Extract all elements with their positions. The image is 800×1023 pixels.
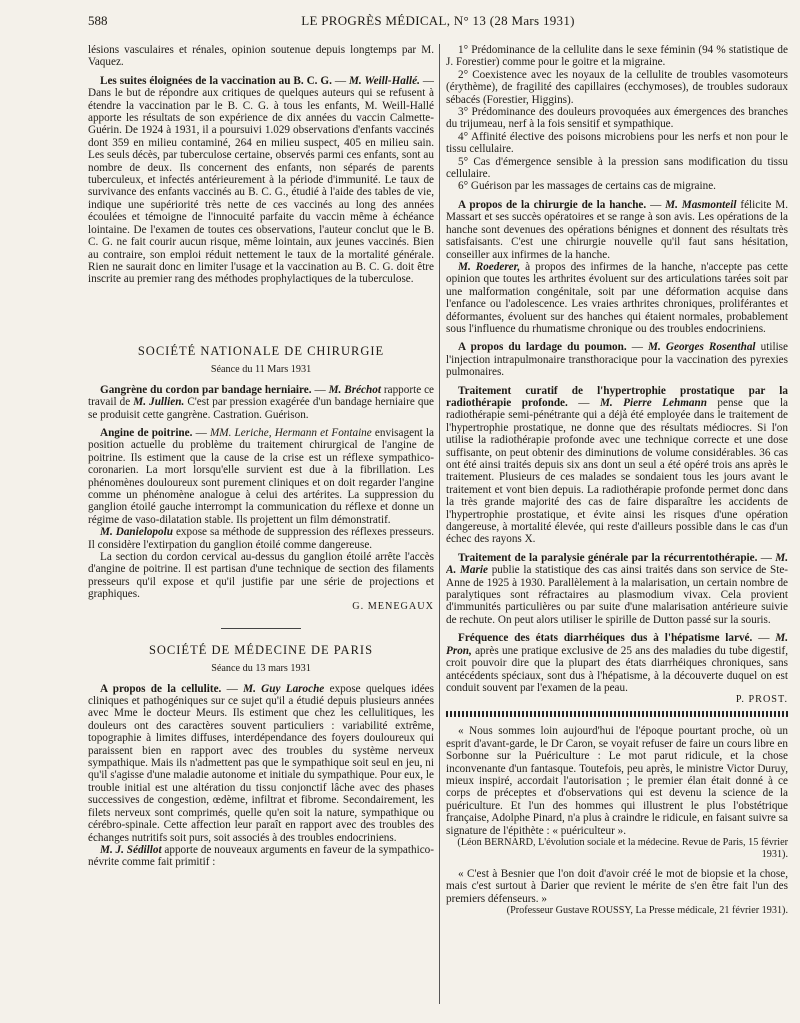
journal-title: LE PROGRÈS MÉDICAL, N° 13 (28 Mars 1931) [301, 13, 575, 28]
danielopolu-author: M. Danielopolu [100, 526, 173, 539]
diarrhee-signature: P. PROST. [735, 694, 788, 706]
gangrene-article: Gangrène du cordon par bandage herniaire. — M. Bréchot rapporte ce travail de M. Jullien. C'est par pression exagérée d'un bandage herniaire que se produisit cette gangrène. Castration. Guérison. [88, 383, 434, 421]
angine-text: envisagent la position actuelle du problème du traitement chirurgical de l'angine de poitrine. Ils estiment que la cause de la crise est un réflexe sympathico-coronarien. La mort lorsqu'elle survient est due à la fibrillation. Les phénomènes douloureux sont purement cliniques et on doit regarder l'angine comme un phénomène analogue à celui des artérites. La suppression du ganglion étoilé gauche interrompt la communication du réflexe et donne un régime de vaso-dilatation stable. Ils projettent un film démonstratif. [88, 426, 434, 526]
point-3: 3° Prédominance des douleurs provoquées aux émergences des branches du trijumeau, nerf à la fois sensitif et sympathique. [446, 106, 788, 131]
gangrene-author: M. Bréchot [328, 383, 381, 396]
diarrhee-author: M. Pron, [446, 632, 788, 657]
point-2: 2° Coexistence avec les noyaux de la cellulite de troubles vasomoteurs (érythème), de fragilité des capillaires (ecchymoses), de troubles sudoraux sébacés (Forestier, Higgins). [446, 68, 788, 106]
diarrhee-text: après une pratique exclusive de 25 ans des maladies du tube digestif, croit pouvoir dire que la plupart des états diarrhéiques chroniques, sans antécédents spéciaux, sont dus à l'hépatisme, à la découverte duquel on est conduit souvent par l'examen de la peau. [446, 644, 788, 694]
poumon-article: A propos du lardage du poumon. — M. Georges Rosenthal utilise l'injection intrapulmonaire transthoracique pour la vaccination des pyrexies pulmonaires. [446, 341, 788, 379]
dotted-separator [446, 711, 788, 717]
cellulite-author: M. Guy Laroche [243, 682, 325, 695]
bcg-article: Les suites éloignées de la vaccination au B. C. G. — M. Weill-Hallé. — Dans le but de répondre aux critiques de quelques auteurs qui se refusent à étendre la vaccination par le B. C. G. à tous les enfants, M. Weill-Hallé apporte les résultats de son expérience de dix années du vaccin Calmette-Guérin. De 1924 à 1931, il a poursuivi 1.029 observations d'enfants vaccinés dont 359 en milieu contaminé, 264 en milieu suspect, 405 en milieu sain. Les seuls décès, par tuberculose certaine, observés parmi ces enfants, sont au nombre de deux. Ils concernent des enfants, non séparés de parents tuberculeux, et infectés antérieurement à la période d'immunité. Le taux de survivance des enfants vaccinés au B. C. G., étudié à l'aide des tables de vie, indique une supériorité très nette de ces vaccinés au long des années écoulées et témoigne de l'innocuité parfaite du vaccin même à échéance lointaine. De l'examen de toutes ces observations, l'auteur conclut que le B. C. G. ne fait courir aucun risque, même lointain, aux jeunes vaccinés. Bien au contraire, son emploi réduit nettement le taux de la mortalité générale. Rien ne saurait donc en limiter l'usage et la vaccination au B. C. G. doit être inscrite au premier rang des méthodes prophylactiques de la tuberculose. [88, 74, 434, 286]
prostate-text: pense que la radiothérapie semi-pénétrante qui a déjà été employée dans le traitement de l'hypertrophie prostatique, ne donne que des résultats médiocres. Si l'on utilise la radiothérapie profonde avec une technique correcte et une dose suffisante, on peut obtenir des diminutions de volume considérables. 36 cas ont été ainsi traités depuis six ans dont un seul a été opéré trois ans après le traitement. Plusieurs de ces malades se sondaient tous les jours avant le traitement et vont bien depuis. La radiothérapie profonde permet donc dans la très grande majorité des cas de faire disparaître les accidents de l'hypertrophie prostatique, et évite ainsi les risques d'une opération dangereuse, à mortalité élevée, qui reste d'ailleurs possible dans le cas d'un échec des rayons X. [446, 396, 788, 546]
gangrene-author2: M. Jullien. [133, 396, 185, 409]
point-5: 5° Cas d'émergence sensible à la pression sans modification du tissu cellulaire. [446, 155, 788, 181]
prostate-article: Traitement curatif de l'hypertrophie prostatique par la radiothérapie profonde. — M. Pierre Lehmann pense que la radiothérapie semi-pénétrante qui a déjà été employée dans le traitement de l'hypertrophie prostatique, ne donne que des résultats médiocres. Si l'on utilise la radiothérapie profonde avec une technique correcte et une dose suffisante, on peut obtenir des diminutions de volume considérables. 36 cas ont été ainsi traités depuis six ans dont un seul a été opéré trois ans après le traitement. Plusieurs de ces malades se sondaient tous les jours avant le traitement et vont bien depuis. La radiothérapie profonde permet donc dans la très grande majorité des cas de faire disparaître les accidents de l'hypertrophie prostatique, et évite ainsi les risques d'une opération dangereuse, à mortalité élevée, qui reste d'ailleurs possible dans le cas d'un échec des rayons X. [446, 384, 788, 546]
section-divider [221, 628, 301, 629]
hanche-author: M. Masmonteil [665, 198, 737, 211]
chirurgie-seance: Séance du 11 Mars 1931 [210, 363, 312, 375]
quote-bernard-source: (Léon BERNARD, L'évolution sociale et la médecine. Revue de Paris, 15 février 1931). [457, 836, 788, 861]
paralysie-article: Traitement de la paralysie générale par la récurrentothérapie. — M. A. Marie publie la statistique des cas ainsi traités dans son service de Ste-Anne de 1925 à 1930. Parallèlement à la malarisation, un certain nombre de paralytiques sont réfractaires au plasmodium vivax. Cela provient d'immunités particulières ou par suite d'une malarisation antérieure suivie de rechute. On peut alors utiliser le spirille de Dutton passé sur la souris. [446, 551, 788, 626]
right-column [446, 44, 788, 1009]
gangrene-title: Gangrène du cordon par bandage herniaire. [100, 383, 312, 396]
page-header [88, 13, 788, 33]
point-4: 4° Affinité élective des poisons microbiens pour les nerfs et non pour le tissu cellulaire. [446, 130, 788, 156]
section-paragraph: La section du cordon cervical au-dessus du ganglion étoilé arrête l'accès d'angine de poitrine. Il est partisan d'une technique de section des filaments presseurs qu'il expose et qu'il justifie par une série de projections et graphiques. [88, 551, 434, 601]
quote-roussy-source: (Professeur Gustave ROUSSY, La Presse médicale, 21 février 1931). [506, 905, 788, 916]
chirurgie-signature: G. MENEGAUX [352, 600, 434, 612]
page-number: 588 [88, 13, 108, 28]
cellulite-article: A propos de la cellulite. — M. Guy Laroche expose quelques idées cliniques et pathogéniques sur ce sujet qu'il a étudié depuis plusieurs années avec Mme le docteur Meurs. Ils estiment que chez les cellulitiques, les douleurs ont des caractères souvent particuliers : variabilité extrême, topographie à limites diffuses, interdépendance des foyers douloureux qui paraissent bien en rapport avec des troubles du système nerveux sympathique. Mais ils n'admettent pas que le sympathique soit seul en jeu, ni qu'il s'agisse d'une maladie autonome et initiale du sympathique. Pour eux, le trouble initial est une altération du tissu conjonctif lâche avec des phases successives de congestion, œdème, infiltrat et fibrome. Secondairement, les filets nerveux sont comprimés, quelle qu'en soit la nature, sympathique ou cérébro-spinale. Cette affection leur paraît en rapport avec des troubles des échanges nutritifs soit purs, soit associés à des troubles endocriniens. [88, 682, 434, 844]
gangrene-text2: C'est par pression exagérée d'un bandage herniaire que se produisit cette gangrène. Castration. Guérison. [88, 396, 434, 421]
poumon-text: utilise l'injection intrapulmonaire transthoracique pour la vaccination des pyrexies pulmonaires. [446, 341, 788, 379]
cellulite-title: A propos de la cellulite. [100, 682, 222, 695]
poumon-title: A propos du lardage du poumon. [458, 341, 627, 354]
prostate-title: Traitement curatif de l'hypertrophie prostatique par la radiothérapie profonde. [446, 384, 788, 409]
gangrene-text1: rapporte ce travail de [88, 383, 434, 409]
chirurgie-section-title: SOCIÉTÉ NATIONALE DE CHIRURGIE [137, 343, 385, 358]
sedillot-article [88, 844, 434, 869]
bcg-title: Les suites éloignées de la vaccination au B. C. G. [100, 74, 332, 87]
continued-text: lésions vasculaires et rénales, opinion soutenue depuis longtemps par M. Vaquez. [88, 44, 434, 69]
poumon-author: M. Georges Rosenthal [648, 341, 756, 354]
point-1: 1° Prédominance de la cellulite dans le sexe féminin (94 % statistique de J. Forestier) comme pour le goitre et la migraine. [446, 44, 788, 69]
diarrhee-title: Fréquence des états diarrhéiques dus à l'hépatisme larvé. [458, 632, 753, 645]
roederer-article [446, 261, 788, 335]
quote-bernard: « Nous sommes loin aujourd'hui de l'époque pourtant proche, où un esprit d'avant-garde, le Dr Caron, se voyait refuser de faire un cours libre en Sorbonne sur la Puériculture : Le mot parut ridicule, et la chose inconvenante d'un fantasque. Toutefois, peu après, le ministre Victor Duruy, mieux inspiré, accordait l'autorisation ; le premier élan était donné à ce corps de préceptes et d'observations qui est devenu la science de la puériculture. Et l'un des hommes qui illustrent le plus l'obstétrique française, Adolphe Pinard, n'a plus à craindre le ridicule, en faisant suivre sa signature de l'épithète : « puériculteur ». [446, 725, 788, 837]
roederer-author: M. Roederer, [458, 260, 521, 273]
sedillot-text: apporte de nouveaux arguments en faveur de la sympathico-névrite comme fait primitif : [88, 843, 434, 869]
cellulite-text: expose quelques idées cliniques et pathogéniques sur ce sujet qu'il a étudié depuis plusieurs années avec Mme le docteur Meurs. Ils estiment que chez les cellulitiques, les douleurs ont des caractères souvent particuliers : variabilité extrême, topographie à limites diffuses, interdépendance des foyers douloureux qui paraissent bien en rapport avec des troubles du système nerveux sympathique. Mais ils n'admettent pas que le sympathique soit seul en jeu, ni qu'il s'agisse d'une maladie autonome et initiale du sympathique. Pour eux, le trouble initial est une altération du tissu conjonctif lâche avec des phases successives de congestion, œdème, infiltrat et fibrome. Secondairement, les filets nerveux sont comprimés, quelle qu'en soit la nature, sympathique ou cérébro-spinale. Cette affection leur paraît en rapport avec des troubles des échanges nutritifs soit purs, soit associés à des troubles endocriniens. [88, 682, 434, 844]
angine-authors: MM. Leriche, Hermann et Fontaine [209, 426, 372, 439]
bcg-text: Dans le but de répondre aux critiques de quelques auteurs qui se refusent à étendre la vaccination par le B. C. G. à tous les enfants, M. Weill-Hallé apporte les résultats de son expérience de dix années du vaccin Calmette-Guérin. De 1924 à 1931, il a poursuivi 1.029 observations d'enfants vaccinés dont 359 en milieu contaminé, 264 en milieu suspect, 405 en milieu sain. Les seuls décès, par tuberculose certaine, observés parmi ces enfants, sont au nombre de deux. Ils concernent des enfants, non séparés de parents tuberculeux, et infectés antérieurement à la période d'immunité. Le taux de survivance des enfants vaccinés au B. C. G., étudié à l'aide des tables de vie, indique une supériorité très nette de ces vaccinés au long des années écoulées et témoigne de l'innocuité parfaite du vaccin même à échéance lointaine. De l'examen de toutes ces observations, l'auteur conclut que le B. C. G. ne fait courir aucun risque, même lointain, aux jeunes vaccinés. Bien au contraire, son emploi réduit nettement le taux de la mortalité générale. Rien ne saurait donc en limiter l'usage et la vaccination au B. C. G. doit être inscrite au premier rang des méthodes prophylactiques de la tuberculose. [88, 87, 434, 286]
hanche-text: félicite M. Massart et ses succès opératoires et se range à son avis. Les opérations de la hanche sont devenues des opérations bénignes et donnent des résultats très satisfaisants. C'est une chirurgie nouvelle qu'il faut sans hésitation, conseiller aux infirmes de la hanche. [446, 198, 788, 261]
prostate-author: M. Pierre Lehmann [599, 396, 707, 409]
paralysie-author: M. A. Marie [446, 551, 788, 577]
medecine-section-title: SOCIÉTÉ DE MÉDECINE DE PARIS [148, 642, 374, 657]
angine-article: Angine de poitrine. — MM. Leriche, Hermann et Fontaine envisagent la position actuelle du problème du traitement chirurgical de l'angine de poitrine. Ils estiment que la cause de la crise est un réflexe sympathico-coronarien. La mort lorsqu'elle survient est due à la fibrillation. Les phénomènes douloureux sont purement cliniques et on doit regarder l'angine comme un phénomène analogue à celui des artérites. La suppression du ganglion étoilé gauche interrompt la communication du réflexe et donne un régime de vaso-dilatation stable. Ils projettent un film démonstratif. [88, 426, 434, 526]
angine-title: Angine de poitrine. [100, 426, 193, 439]
hanche-title: A propos de la chirurgie de la hanche. [458, 198, 647, 211]
column-rule [439, 44, 440, 1004]
roederer-text: à propos des infirmes de la hanche, n'accepte pas cette opinion que toutes les arthrites évoluent sur des articulations tarées soit par une malformation congénitale, soit par une déformation acquise dans l'enfance ou l'adolescence. Les vraies arthrites chroniques, proliférantes et déformantes, évoluent sur des hanches qui étaient normales, probablement sous l'influence du rhumatisme chronique ou des troubles endocriniens. [446, 260, 788, 335]
hanche-article: A propos de la chirurgie de la hanche. — M. Masmonteil félicite M. Massart et ses succès opératoires et se range à son avis. Les opérations de la hanche sont devenues des opérations bénignes et donnent des résultats très satisfaisants. C'est une chirurgie nouvelle qu'il faut sans hésitation, conseiller aux infirmes de la hanche. [446, 198, 788, 261]
paralysie-text: publie la statistique des cas ainsi traités dans son service de Ste-Anne de 1925 à 1930. Parallèlement à la malarisation, un certain nombre de paralytiques sont réfractaires au plasmodium vivax. Cela provient d'immunités particulières ou par suite d'une malarisation antérieure suivie de rechute. On peut alors utiliser le spirille de Dutton passé sur la souris. [446, 564, 788, 626]
danielopolu-article [88, 526, 434, 551]
left-column [88, 44, 434, 1009]
danielopolu-text: expose sa méthode de suppression des réflexes presseurs. Il considère l'extirpation du ganglion étoilé comme dangereuse. [88, 526, 434, 551]
paralysie-title: Traitement de la paralysie générale par la récurrentothérapie. [458, 551, 758, 564]
diarrhee-article: Fréquence des états diarrhéiques dus à l'hépatisme larvé. — M. Pron, après une pratique exclusive de 25 ans des maladies du tube digestif, croit pouvoir dire que la plupart des états diarrhéiques chroniques, sans antécédents spéciaux, sont dus à l'hépatisme, à la découverte duquel on est conduit souvent par l'examen de la peau. [446, 632, 788, 694]
sedillot-author: M. J. Sédillot [100, 843, 162, 856]
quote-roussy: « C'est à Besnier que l'on doit d'avoir créé le mot de biopsie et la chose, mais c'est surtout à Darier que revient le mérite de s'en être fait l'un des premiers défenseurs. » [446, 867, 788, 905]
bcg-author: M. Weill-Hallé. [348, 74, 420, 87]
point-6: 6° Guérison par les massages de certains cas de migraine. [458, 180, 716, 193]
medecine-seance: Séance du 13 mars 1931 [211, 662, 311, 674]
